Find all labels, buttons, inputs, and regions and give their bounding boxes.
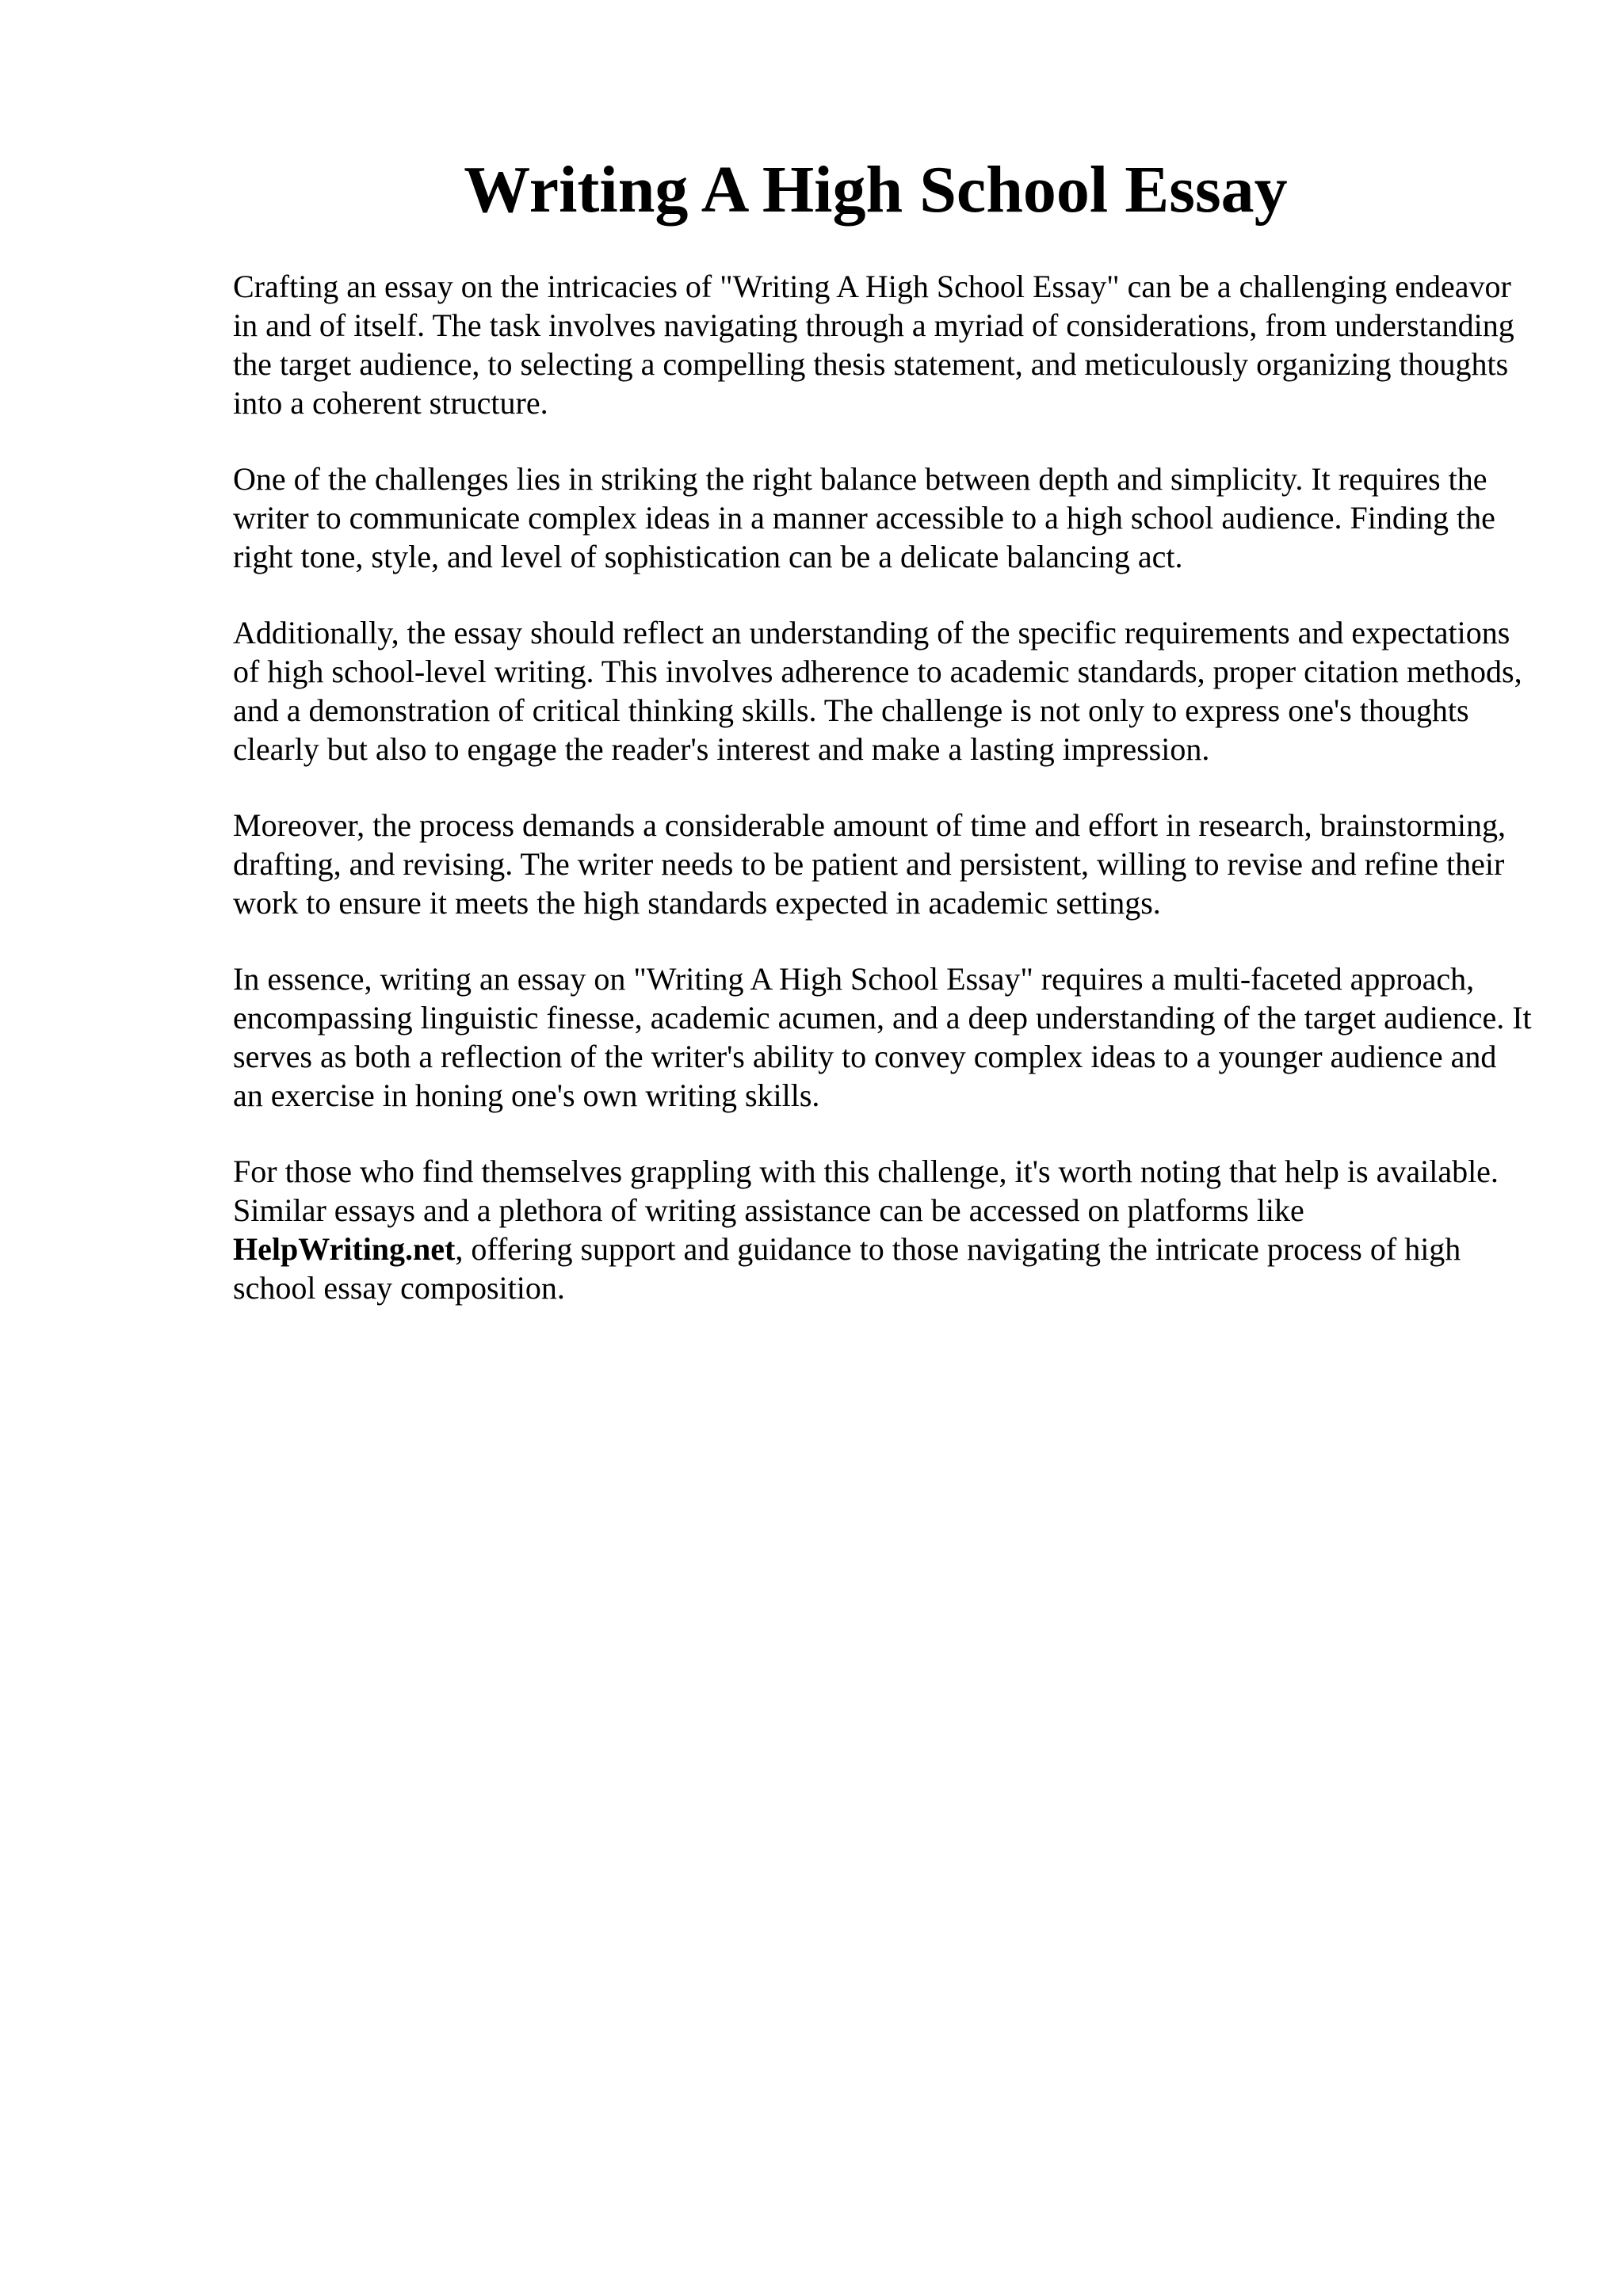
helpwriting-link[interactable]: HelpWriting.net xyxy=(233,1231,456,1267)
document-title: Writing A High School Essay xyxy=(464,153,1288,227)
paragraph-2: One of the challenges lies in striking the right balance between depth and simplicity. It requires the writer to communicate complex ideas in a manner accessible to a high school audience. Finding the right tone, style, and level of sophistication can be a delicate balancing act. xyxy=(233,461,1495,574)
document-body xyxy=(233,267,1533,1344)
paragraph-6 xyxy=(233,1152,1533,1307)
paragraph-3: Additionally, the essay should reflect an understanding of the specific requirements and expectations of high school-level writing. This involves adherence to academic standards, proper citation methods, and a demonstration of critical thinking skills. The challenge is not only to express one's thoughts clearly but also to engage the reader's interest and make a lasting impression. xyxy=(233,615,1522,767)
paragraph-6-text-before: For those who find themselves grappling with this challenge, it's worth noting that help is available. Similar essays and a plethora of writing assistance can be accessed on platforms like xyxy=(233,1154,1499,1228)
paragraph-6-text-after: , offering support and guidance to those navigating the intricate process of high school essay composition. xyxy=(233,1231,1461,1306)
paragraph-4: Moreover, the process demands a considerable amount of time and effort in research, brainstorming, drafting, and revising. The writer needs to be patient and persistent, willing to revise and refine their work to ensure it meets the high standards expected in academic settings. xyxy=(233,807,1507,921)
paragraph-5: In essence, writing an essay on "Writing A High School Essay" requires a multi-faceted approach, encompassing linguistic finesse, academic acumen, and a deep understanding of the target audience. It serves as both a reflection of the writer's ability to convey complex ideas to a younger audience and an exercise in honing one's own writing skills. xyxy=(233,961,1532,1113)
paragraph-1: Crafting an essay on the intricacies of "Writing A High School Essay" can be a challenging endeavor in and of itself. The task involves navigating through a myriad of considerations, from understanding the target audience, to selecting a compelling thesis statement, and meticulously organizing thoughts into a coherent structure. xyxy=(233,269,1514,421)
